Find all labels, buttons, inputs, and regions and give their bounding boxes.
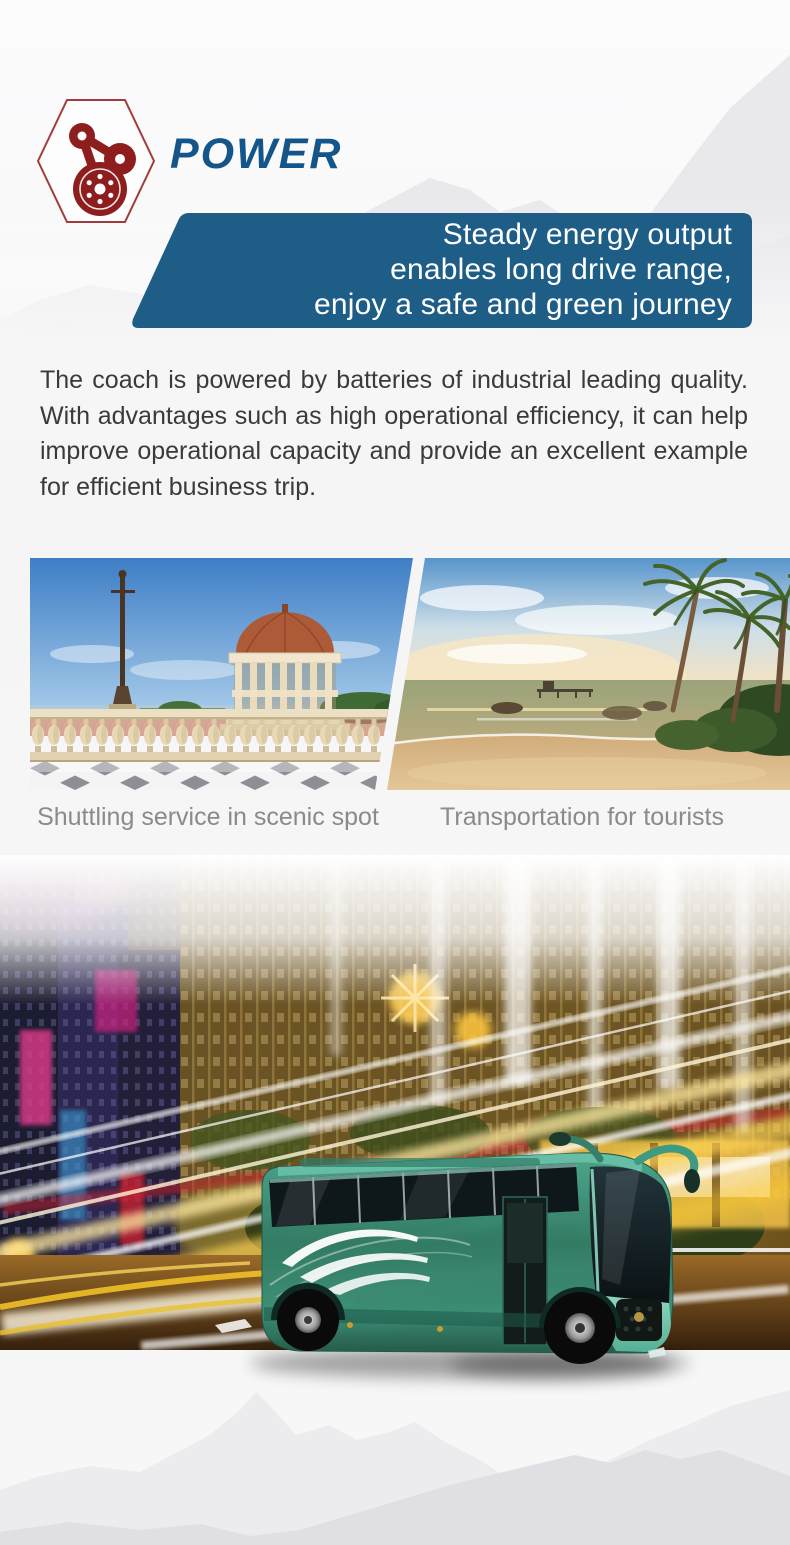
mountain-watermark-bottom [0,1380,790,1545]
caption-row [0,803,790,839]
banner-line: Steady energy output [442,218,732,251]
green-coach [250,1132,700,1379]
beach-photo [387,558,790,790]
intro-paragraph: The coach is powered by batteries of industrial leading quality. With advantages such as high operational efficiency, it can help improve operational capacity and provide an excellent example for efficient business trip. [40,366,748,501]
hero-coach-photo [0,855,790,1395]
photo-caption: Shuttling service in scenic spot [37,803,379,831]
page-title: POWER [170,130,343,178]
headline-banner [130,213,752,328]
banner-line: enables long drive range, [390,253,732,286]
gallery [30,558,760,790]
banner-text [130,213,732,332]
scenic-spot-photo [30,558,413,790]
banner-line: enjoy a safe and green journey [314,288,732,321]
hexagon-badge [36,96,156,226]
photo-caption: Transportation for tourists [440,803,724,831]
